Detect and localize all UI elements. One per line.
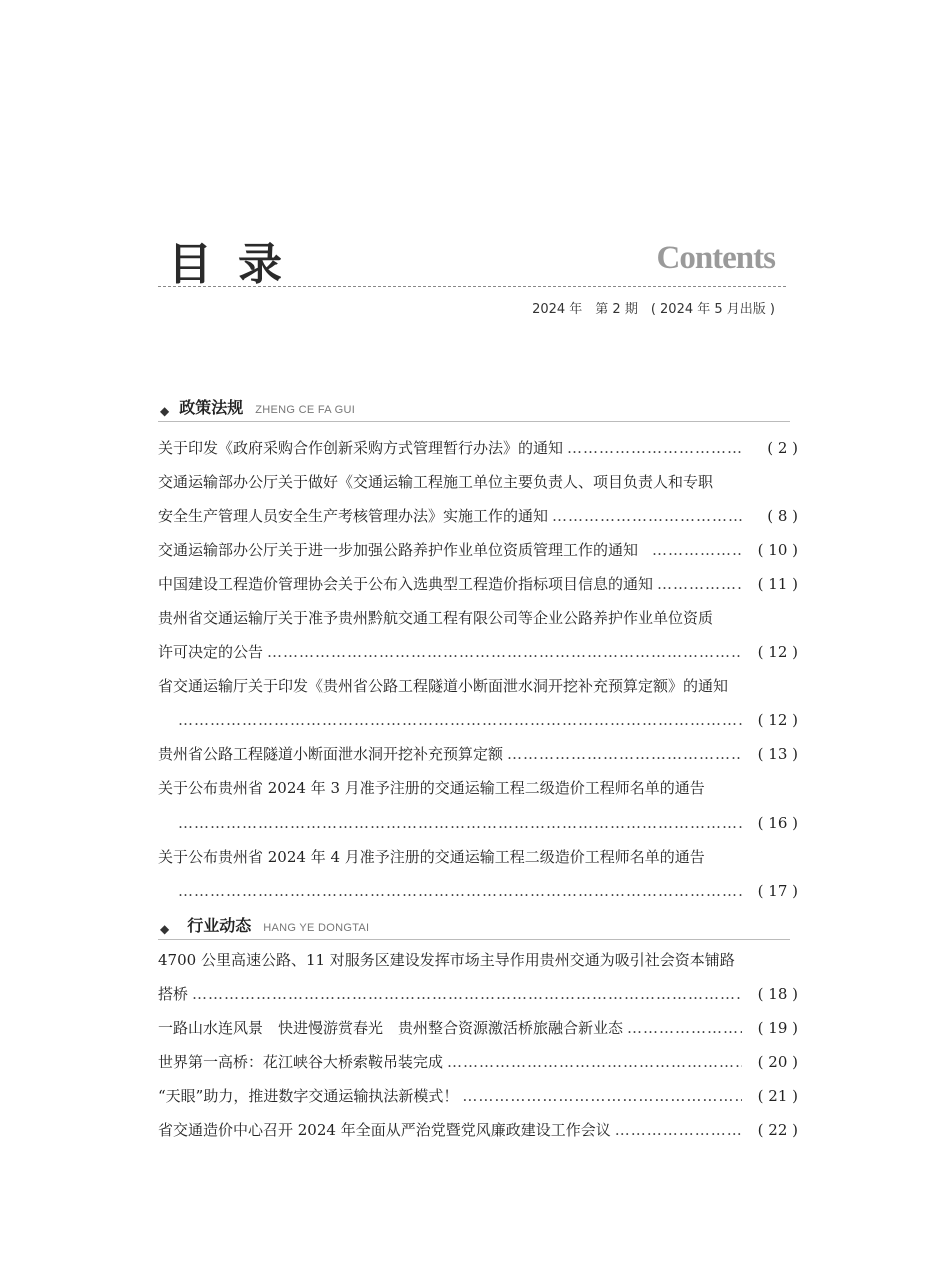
page-title: 目录 bbox=[168, 239, 308, 290]
toc-entry-page: ( 12 ) bbox=[757, 643, 798, 661]
issue-info: 2024 年 第 2 期 ( 2024 年 5 月出版 ) bbox=[532, 302, 775, 317]
section-pinyin: ZHENG CE FA GUI bbox=[255, 404, 356, 416]
toc-entry[interactable] bbox=[158, 606, 798, 630]
toc-entry-title: 省交通造价中心召开 2024 年全面从严治党暨党风廉政建设工作会议 bbox=[158, 1121, 611, 1139]
toc-entry-title: 贵州省交通运输厅关于准予贵州黔航交通工程有限公司等企业公路养护作业单位资质 bbox=[158, 609, 714, 627]
toc-entry-title: 一路山水连风景 快进慢游赏春光 贵州整合资源激活桥旅融合新业态 bbox=[158, 1019, 624, 1037]
toc-entry[interactable] bbox=[158, 1050, 798, 1074]
toc-entry[interactable] bbox=[158, 572, 798, 596]
section-header-industry bbox=[158, 914, 790, 940]
toc-entry[interactable] bbox=[158, 1084, 798, 1108]
toc-entry-title: 中国建设工程造价管理协会关于公布入选典型工程造价指标项目信息的通知 bbox=[158, 575, 654, 593]
section-pinyin: HANG YE DONGTAI bbox=[263, 922, 370, 934]
dot-leader bbox=[567, 436, 742, 460]
toc-entry-title: 世界第一高桥：花江峡谷大桥索鞍吊装完成 bbox=[158, 1053, 444, 1071]
diamond-bullet-icon: ◆ bbox=[160, 922, 170, 936]
section-header-policy bbox=[158, 396, 790, 422]
toc-entry-page: ( 21 ) bbox=[757, 1087, 798, 1105]
toc-entry-title: 关于公布贵州省 2024 年 3 月准予注册的交通运输工程二级造价工程师名单的通告 bbox=[158, 779, 705, 797]
toc-entry[interactable] bbox=[158, 1016, 798, 1040]
toc-entry[interactable] bbox=[158, 538, 798, 562]
dot-leader bbox=[462, 1084, 742, 1108]
toc-entry-continued[interactable] bbox=[158, 879, 798, 903]
dot-leader bbox=[178, 879, 742, 903]
dot-leader bbox=[267, 640, 742, 664]
header-divider bbox=[158, 286, 786, 287]
section-title: 行业动态 bbox=[187, 916, 252, 935]
toc-entry-title: 安全生产管理人员安全生产考核管理办法》实施工作的通知 bbox=[158, 507, 549, 525]
toc-entry-continued[interactable] bbox=[158, 811, 798, 835]
toc-entry[interactable] bbox=[158, 470, 798, 494]
toc-entry-title: 搭桥 bbox=[158, 985, 189, 1003]
toc-entry-page: ( 19 ) bbox=[757, 1019, 798, 1037]
dot-leader bbox=[552, 504, 742, 528]
dot-leader bbox=[615, 1118, 742, 1142]
toc-entry-continued[interactable] bbox=[158, 504, 798, 528]
dot-leader bbox=[178, 811, 742, 835]
dot-leader bbox=[657, 572, 742, 596]
section-title: 政策法规 bbox=[179, 398, 244, 417]
dot-leader bbox=[627, 1016, 742, 1040]
toc-entry[interactable] bbox=[158, 948, 798, 972]
toc-entry-page: ( 17 ) bbox=[757, 882, 798, 900]
toc-entry[interactable] bbox=[158, 436, 798, 460]
toc-entry-page: ( 22 ) bbox=[757, 1121, 798, 1139]
toc-entry[interactable] bbox=[158, 1118, 798, 1142]
toc-entry-title: 贵州省公路工程隧道小断面泄水洞开挖补充预算定额 bbox=[158, 745, 504, 763]
toc-entry-page: ( 16 ) bbox=[757, 814, 798, 832]
toc-entry-page: ( 2 ) bbox=[767, 439, 798, 457]
toc-entry-page: ( 20 ) bbox=[757, 1053, 798, 1071]
dot-leader bbox=[192, 982, 742, 1006]
diamond-bullet-icon: ◆ bbox=[160, 404, 170, 418]
toc-entry-page: ( 13 ) bbox=[757, 745, 798, 763]
toc-entry-title: 4700 公里高速公路、11 对服务区建设发挥市场主导作用贵州交通为吸引社会资本铺路 bbox=[158, 951, 735, 969]
page-title-english: Contents bbox=[656, 240, 775, 276]
toc-entry-title: 交通运输部办公厅关于做好《交通运输工程施工单位主要负责人、项目负责人和专职 bbox=[158, 473, 714, 491]
toc-entry[interactable] bbox=[158, 742, 798, 766]
toc-entry-page: ( 11 ) bbox=[757, 575, 798, 593]
dot-leader bbox=[178, 708, 742, 732]
toc-entry-continued[interactable] bbox=[158, 982, 798, 1006]
toc-entry[interactable] bbox=[158, 674, 798, 698]
toc-entry-page: ( 10 ) bbox=[757, 541, 798, 559]
toc-entry-title: 关于公布贵州省 2024 年 4 月准予注册的交通运输工程二级造价工程师名单的通告 bbox=[158, 848, 705, 866]
dot-leader bbox=[652, 538, 742, 562]
toc-entry-page: ( 18 ) bbox=[757, 985, 798, 1003]
toc-entry-continued[interactable] bbox=[158, 708, 798, 732]
dot-leader bbox=[507, 742, 742, 766]
toc-entry-title: 交通运输部办公厅关于进一步加强公路养护作业单位资质管理工作的通知 bbox=[158, 541, 639, 559]
toc-entry-title: “天眼”助力，推进数字交通运输执法新模式！ bbox=[158, 1087, 459, 1105]
toc-entry[interactable] bbox=[158, 776, 798, 800]
toc-entry-page: ( 12 ) bbox=[757, 711, 798, 729]
toc-entry-title: 许可决定的公告 bbox=[158, 643, 264, 661]
toc-entry-continued[interactable] bbox=[158, 640, 798, 664]
toc-entry-page: ( 8 ) bbox=[767, 507, 798, 525]
toc-entry-title: 关于印发《政府采购合作创新采购方式管理暂行办法》的通知 bbox=[158, 439, 564, 457]
toc-entry[interactable] bbox=[158, 845, 798, 869]
dot-leader bbox=[447, 1050, 742, 1074]
toc-entry-title: 省交通运输厅关于印发《贵州省公路工程隧道小断面泄水洞开挖补充预算定额》的通知 bbox=[158, 677, 729, 695]
